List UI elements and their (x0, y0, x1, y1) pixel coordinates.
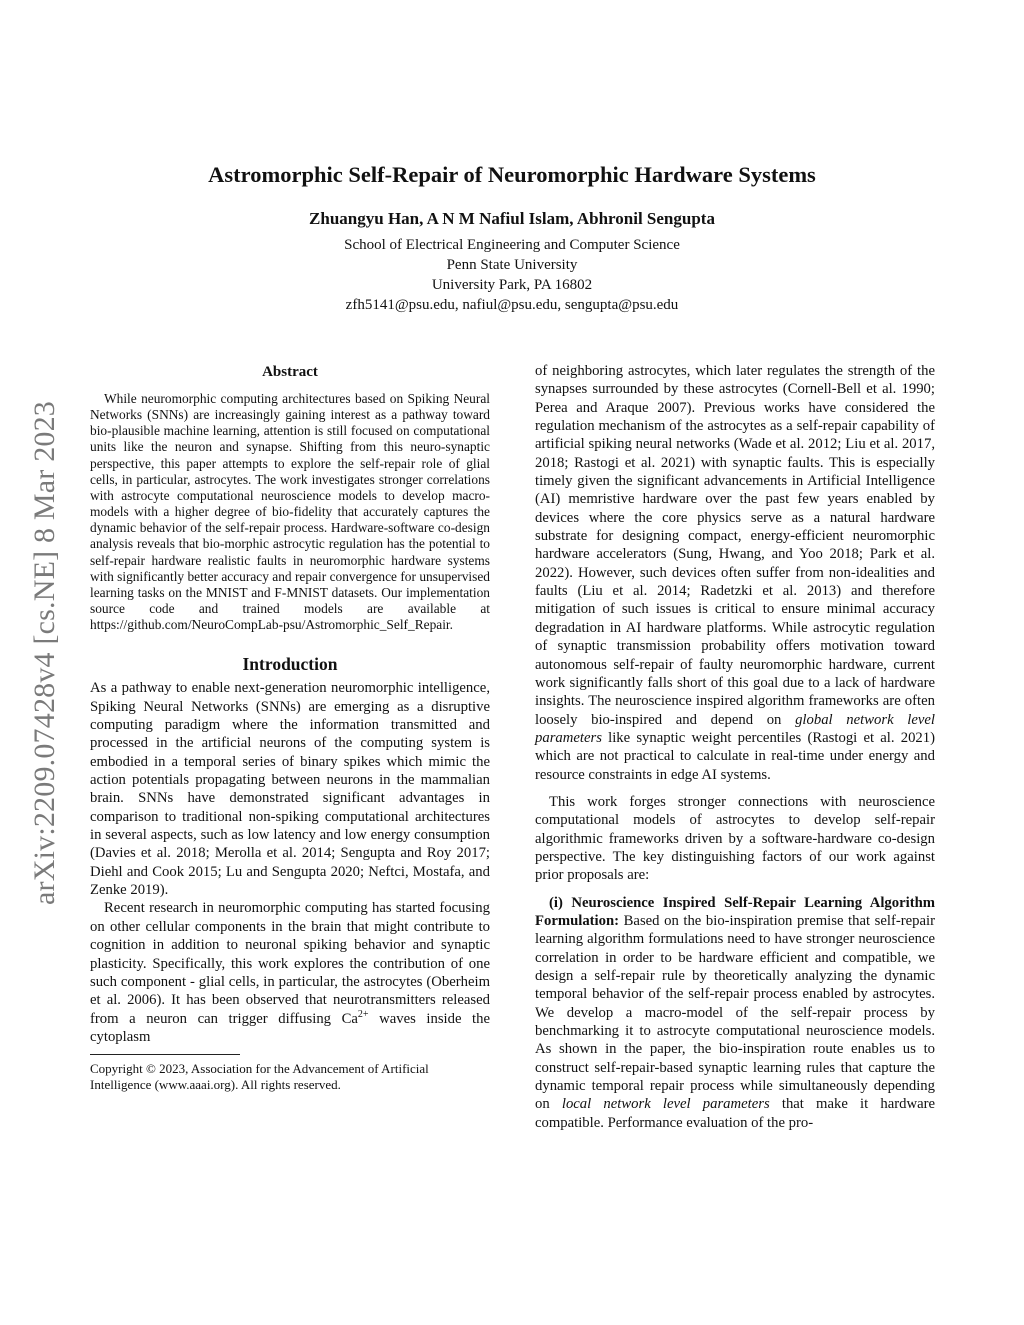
affiliation-school: School of Electrical Engineering and Computer Science (344, 237, 680, 253)
affiliation-location: University Park, PA 16802 (431, 277, 593, 293)
right-paragraph-2: This work forges stronger connections with neuroscience computational models of astrocytes to develop self-repair algorithmic frameworks driven by a software-hardware co-design perspective. The key distinguishing factors of our work against prior proposals are: (535, 793, 935, 884)
right-paragraph-3-text: Based on the bio-inspiration premise that self-repair learning algorithm formulations need to have stronger neuroscience correlation in order to be hardware efficient and compatible, we design a self-repair rule by theoretically analyzing the dynamic temporal behavior of the self-repair process enabled by astrocytes. We develop a macro-model of the self-repair process by benchmarking it to astrocyte computational neuroscience models. As shown in the paper, the bio-inspiration route enables us to construct self-repair-based synaptic learning rules that capture the dynamic temporal repair process while simultaneously depending on (535, 912, 935, 1113)
abstract-heading: Abstract (262, 364, 318, 380)
footnote-divider (90, 1054, 240, 1055)
affiliation-university: Penn State University (446, 257, 578, 273)
right-paragraph-1 (535, 362, 935, 784)
emphasis-global-params: global network level parameters (535, 711, 935, 746)
introduction-heading: Introduction (242, 654, 338, 675)
right-paragraph-3-tail: that make it hardware compatible. Performance evaluation of the pro- (535, 1096, 935, 1131)
arxiv-identifier (20, 348, 70, 958)
paper-header (90, 160, 934, 315)
right-column (535, 362, 935, 1132)
affiliation-block (90, 235, 934, 315)
calcium-superscript: 2+ (357, 1008, 369, 1020)
abstract-text: While neuromorphic computing architectures based on Spiking Neural Networks (SNNs) are increasingly gaining interest as a pathway toward bio-plausible machine learning, attention is still focused on computational units like the neuron and synapse. Shifting from this neuro-synaptic perspective, this paper attempts to explore the self-repair role of glial cells, in particular, astrocytes. The work investigates stronger correlations with astrocyte computational neuroscience models to develop macro-models with a higher degree of bio-fidelity that accurately captures the dynamic behavior of the self-repair process. Hardware-software co-design analysis reveals that bio-morphic astrocytic regulation has the potential to self-repair hardware realistic faults in neuromorphic hardware systems with significantly better accuracy and repair convergence for unsupervised learning tasks on the MNIST and F-MNIST datasets. Our implementation source code and trained models are available at https://github.com/NeuroCompLab-psu/Astromorphic_Self_Repair. (90, 391, 490, 633)
intro-paragraph-2 (90, 899, 490, 1046)
emphasis-local-params: local network level parameters (561, 1096, 770, 1113)
intro-paragraph-2-text: Recent research in neuromorphic computing has started focusing on other cellular components in the brain that might contribute to cognition in addition to neuronal spiking behavior and synaptic plasticity. Specifically, this work explores the contribution of one such component - glial cells, in particular, the astrocytes (Oberheim et al. 2006). It has been observed that neurotransmitters released from a neuron can trigger diffusing Ca (90, 900, 490, 1027)
arxiv-identifier-text: arXiv:2209.07428v4 [cs.NE] 8 Mar 2023 (28, 401, 61, 905)
right-paragraph-3 (535, 894, 935, 1132)
paper-authors: Zhuangyu Han, A N M Nafiul Islam, Abhronil Sengupta (309, 209, 715, 228)
copyright-footnote: Copyright © 2023, Association for the Advancement of Artificial Intelligence (www.aaai.org). All rights reserved. (90, 1061, 429, 1093)
paper-title: Astromorphic Self-Repair of Neuromorphic Hardware Systems (208, 162, 816, 187)
right-paragraph-1-tail: like synaptic weight percentiles (Rastogi et al. 2021) which are not practical to calculate in real-time under energy and resource constraints in edge AI systems. (535, 729, 935, 783)
contribution-heading: (i) Neuroscience Inspired Self-Repair Learning Algorithm Formulation: (535, 894, 935, 929)
intro-paragraph-1: As a pathway to enable next-generation neuromorphic intelligence, Spiking Neural Networks (SNNs) are emerging as a disruptive computing paradigm where the information transmitted and processed in the artificial neurons of the computing system is embodied in a temporal series of binary spikes which mimic the action potentials propagating between neurons in the mammalian brain. SNNs have demonstrated significant advantages in comparison to traditional non-spiking computational architectures in several aspects, such as low latency and low energy consumption (Davies et al. 2018; Merolla et al. 2014; Sengupta and Roy 2017; Diehl and Cook 2015; Lu and Sengupta 2020; Neftci, Mostafa, and Zenke 2019). (90, 680, 490, 899)
author-emails: zfh5141@psu.edu, nafiul@psu.edu, sengupta@psu.edu (345, 297, 679, 313)
left-column (90, 362, 490, 1093)
intro-paragraph-2-tail: waves inside the cytoplasm (90, 1010, 490, 1045)
right-paragraph-1-text: of neighboring astrocytes, which later regulates the strength of the synapses surrounded by these astrocytes (Cornell-Bell et al. 1990; Perea and Araque 2007). Previous works have considered the regulation mechanism of the astrocytes as a self-repair capability of artificial spiking neural networks (Wade et al. 2012; Liu et al. 2017, 2018; Rastogi et al. 2021) with synaptic faults. This is especially timely given the significant advancements in Artificial Intelligence (AI) memristive hardware over the past few years enabled by devices where the core physics serve as a natural hardware substrate for designing compact, energy-efficient neuromorphic hardware accelerators (Sung, Hwang, and Yoo 2018; Park et al. 2022). However, such devices often suffer from non-idealities and faults (Liu et al. 2014; Radetzki et al. 2013) and therefore mitigation of such issues is critical to ensure minimal accuracy degradation in AI hardware platforms. While astrocytic regulation of synaptic transmission probability offers motivation toward autonomous self-repair of faulty neuromorphic hardware, current work significantly falls short of this goal due to a lack of hardware insights. The neuroscience inspired algorithm frameworks are often loosely bio-inspired and depend on (535, 363, 935, 728)
